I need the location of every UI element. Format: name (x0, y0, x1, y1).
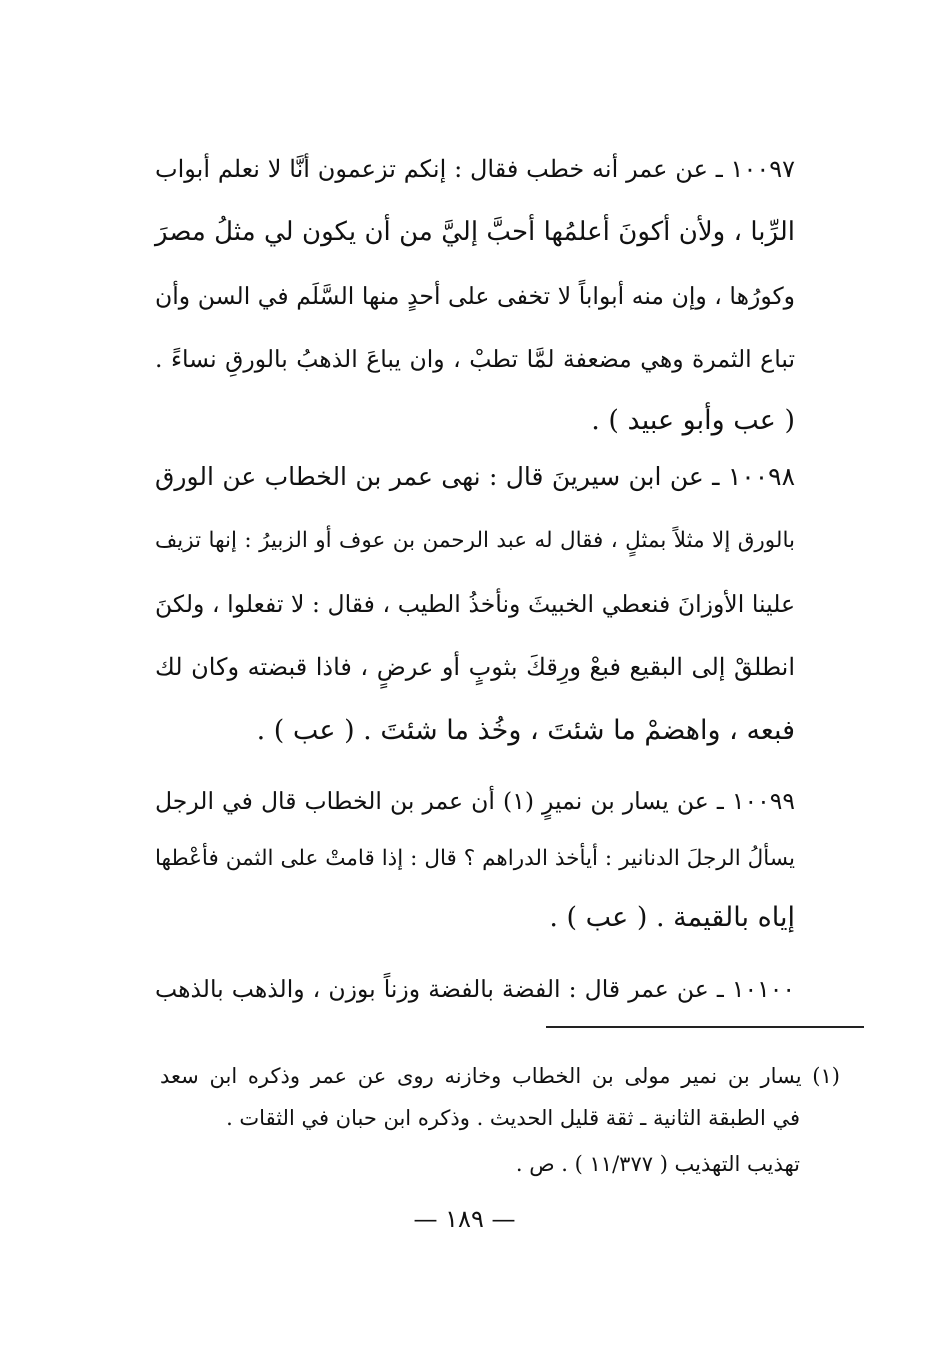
footnote-line: (١) يسار بن نمير مولى بن الخطاب وخازنه روى عن عمر وذكره ابن سعد (160, 1064, 840, 1088)
text-line: وكورُها ، وإن منه أبواباً لا تخفى على أحدٍ منها السَّلَم في السن وأن (155, 282, 795, 310)
text-line: ١٠٠٩٩ ـ عن يسار بن نميرٍ (١) أن عمر بن الخطاب قال في الرجل (155, 787, 795, 815)
text-line: ١٠٠٩٨ ـ عن ابن سيرينَ قال : نهى عمر بن الخطاب عن الورق (155, 462, 795, 491)
text-line: علينا الأوزانَ فنعطي الخبيثَ ونأخذُ الطيب ، فقال : لا تفعلوا ، ولكنَ (155, 590, 795, 618)
source-citation: ( عب وأبو عبيد ) . (591, 405, 795, 436)
text-line: الرِّبا ، ولأن أكونَ أعلمُها أحبَّ إليَّ من أن يكون لي مثلُ مصرَ (155, 217, 795, 247)
text-line: فبعه ، واهضمْ ما شئتَ ، وخُذ ما شئتَ . ( عب ) . (256, 715, 795, 746)
text-line: بالورق إلا مثلاً بمثلٍ ، فقال له عبد الرحمن بن عوف أو الزبيرُ : إنها تزيف (155, 528, 795, 553)
hadith-10100 (155, 972, 795, 1012)
footnote-separator (546, 1026, 864, 1028)
footnote-line: تهذيب التهذيب ( ١١/٣٧٧ ) . ص . (515, 1152, 800, 1176)
footnote-line: في الطبقة الثانية ـ ثقة قليل الحديث . وذكره ابن حبان في الثقات . (226, 1106, 800, 1130)
text-line: ١٠٠٩٧ ـ عن عمر أنه خطب فقال : إنكم تزعمون أنَّا لا نعلم أبواب (155, 155, 795, 183)
footnote (160, 1062, 840, 1182)
text-line: يسألُ الرجلَ الدنانير : أيأخذ الدراهم ؟ قال : إذا قامتْ على الثمن فأعْطها (155, 846, 795, 871)
text-line: إياه بالقيمة . ( عب ) . (549, 902, 795, 933)
hadith-10098 (155, 460, 795, 750)
hadith-10099 (155, 784, 795, 944)
text-line: تباع الثمرة وهي مضعفة لمَّا تطبْ ، وان يباعَ الذهبُ بالورقِ نساءً . (155, 345, 795, 373)
text-line: انطلقْ إلى البقيع فبعْ ورِقكَ بثوبٍ أو عرضٍ ، فاذا قبضته وكان لك (155, 653, 795, 681)
page-number: — ١٨٩ — (413, 1205, 516, 1233)
text-line: ١٠١٠٠ ـ عن عمر قال : الفضة بالفضة وزناً بوزن ، والذهب بالذهب (155, 975, 795, 1003)
hadith-10097 (155, 152, 795, 436)
